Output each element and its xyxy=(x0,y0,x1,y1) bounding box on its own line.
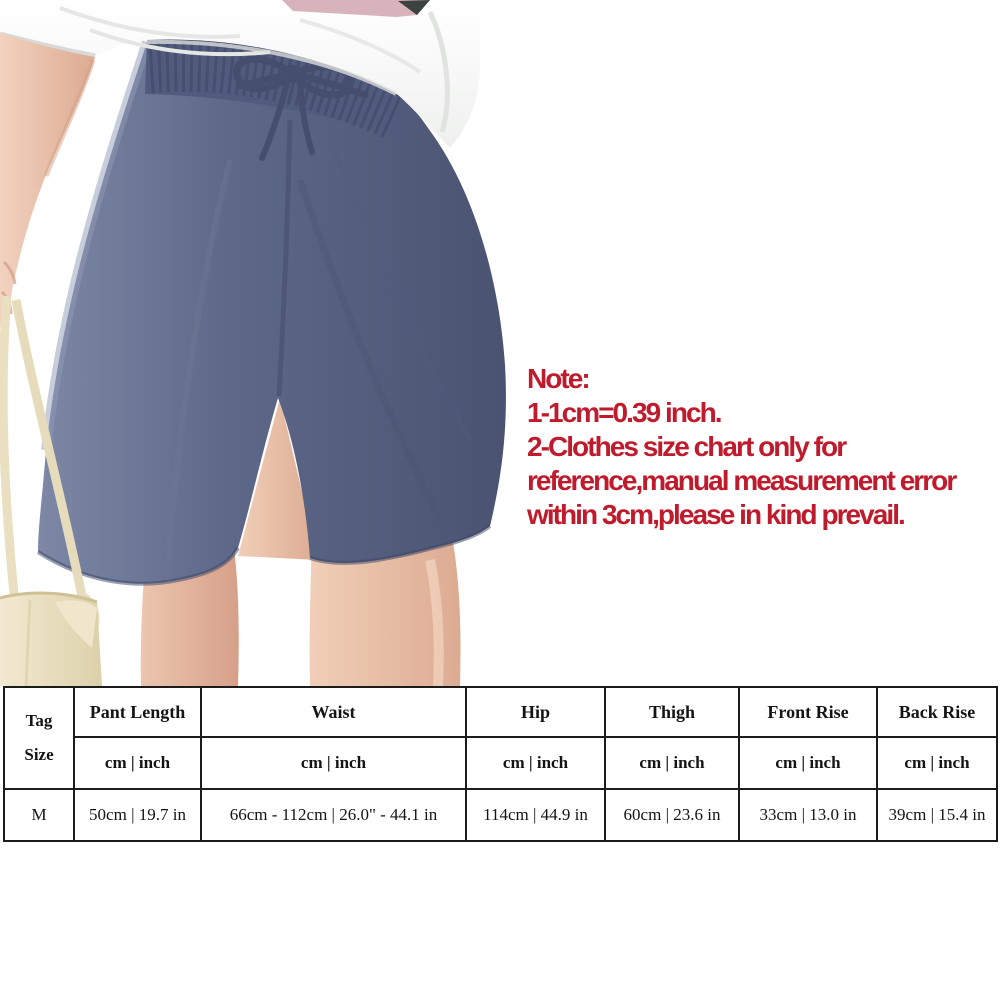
unit-cell-waist: cm | inch xyxy=(201,737,466,789)
corner-label-tag: Tag xyxy=(25,711,53,731)
value-cell-front-rise: 33cm | 13.0 in xyxy=(739,789,877,841)
value-cell-waist: 66cm - 112cm | 26.0" - 44.1 in xyxy=(201,789,466,841)
note-line-4: within 3cm,please in kind prevail. xyxy=(527,499,904,530)
table-row-size-m xyxy=(4,789,997,841)
size-tag-cell: M xyxy=(4,789,74,841)
unit-cell-back-rise: cm | inch xyxy=(877,737,997,789)
value-cell-thigh: 60cm | 23.6 in xyxy=(605,789,739,841)
col-header-pant-length: Pant Length xyxy=(74,687,201,737)
size-chart-table xyxy=(3,686,998,842)
unit-cell-thigh: cm | inch xyxy=(605,737,739,789)
corner-label-size: Size xyxy=(24,745,54,764)
col-header-hip: Hip xyxy=(466,687,605,737)
value-cell-pant-length: 50cm | 19.7 in xyxy=(74,789,201,841)
value-cell-back-rise: 39cm | 15.4 in xyxy=(877,789,997,841)
col-header-front-rise: Front Rise xyxy=(739,687,877,737)
unit-cell-pant-length: cm | inch xyxy=(74,737,201,789)
note-line-3: reference,manual measurement error xyxy=(527,465,956,496)
unit-cell-front-rise: cm | inch xyxy=(739,737,877,789)
note-title: Note: xyxy=(527,363,589,394)
unit-cell-hip: cm | inch xyxy=(466,737,605,789)
corner-cell-tag-size xyxy=(4,687,74,789)
col-header-thigh: Thigh xyxy=(605,687,739,737)
col-header-back-rise: Back Rise xyxy=(877,687,997,737)
col-header-waist: Waist xyxy=(201,687,466,737)
note-line-2: 2-Clothes size chart only for xyxy=(527,431,846,462)
value-cell-hip: 114cm | 44.9 in xyxy=(466,789,605,841)
note-block xyxy=(527,362,989,532)
note-line-1: 1-1cm=0.39 inch. xyxy=(527,397,721,428)
